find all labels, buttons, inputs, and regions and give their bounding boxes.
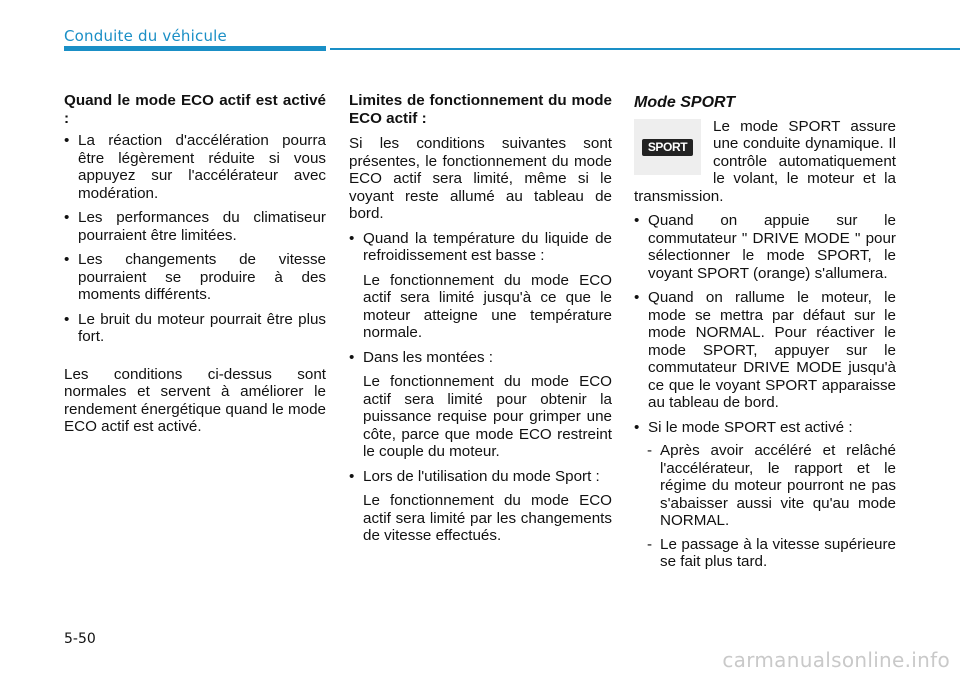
list-item: • Les changements de vitesse pourraient se produire à des moments différents. [64,251,326,304]
list-item: • Lors de l'utilisation du mode Sport : [349,468,612,486]
column-eco-active [64,92,326,436]
sub-list-item: - Après avoir accéléré et relâché l'accélérateur, le rapport et le régime du moteur pourront ne pas s'abaisser aussi vite qu'au mode NORMAL. [634,442,896,530]
list-item-detail: Le fonctionnement du mode ECO actif sera limité par les changements de vitesse effectués. [363,492,612,544]
list-item: • Les performances du climatiseur pourraient être limitées. [64,209,326,244]
watermark: carmanualsonline.info [722,648,950,672]
header-rule-thin [330,48,960,50]
list-item: • Quand on rallume le moteur, le mode se mettra par défaut sur le mode NORMAL. Pour réactiver le mode SPORT, appuyer sur le commutateur DRIVE MODE jusqu'à ce que le voyant SPORT apparaisse au tableau de bord. [634,289,896,412]
eco-limits-heading: Limites de fonctionnement du mode ECO actif : [349,92,612,127]
section-title: Conduite du véhicule [64,27,227,45]
eco-limits-intro: Si les conditions suivantes sont présentes, le fonctionnement du mode ECO actif sera limité, même si le voyant reste allumé au tableau de bord. [349,135,612,222]
page-number: 5-50 [64,631,96,647]
sub-list-item: - Le passage à la vitesse supérieure se fait plus tard. [634,536,896,571]
list-item-detail: Le fonctionnement du mode ECO actif sera limité pour obtenir la puissance requise pour grimper une côte, parce que mode ECO restreint le couple du moteur. [363,373,612,460]
column-eco-limits [349,92,612,545]
sport-indicator-image [634,119,701,175]
list-item: • Le bruit du moteur pourrait être plus fort. [64,311,326,346]
sport-mode-intro: Le mode SPORT assure une conduite dynamique. Il contrôle automatiquement le volant, le moteur et la transmission. [634,117,896,205]
sport-indicator-icon: SPORT [642,139,693,156]
list-item: • La réaction d'accélération pourra être légèrement réduite si vous appuyez sur l'accélérateur avec modération. [64,132,326,202]
eco-active-heading: Quand le mode ECO actif est activé : [64,92,326,127]
column-sport-mode [634,94,896,571]
sport-intro-block [634,118,896,206]
sport-mode-title: Mode SPORT [634,94,736,111]
list-item: • Dans les montées : [349,349,612,367]
list-item: • Quand on appuie sur le commutateur " DRIVE MODE " pour sélectionner le mode SPORT, le voyant SPORT (orange) s'allumera. [634,212,896,282]
eco-active-note: Les conditions ci-dessus sont normales et servent à améliorer le rendement énergétique quand le mode ECO actif est activé. [64,365,326,435]
list-item: • Quand la température du liquide de refroidissement est basse : [349,230,612,265]
list-item-detail: Le fonctionnement du mode ECO actif sera limité jusqu'à ce que le moteur atteigne une température normale. [363,271,612,341]
header-rule-thick [64,46,326,51]
list-item: • Si le mode SPORT est activé : [634,419,896,437]
